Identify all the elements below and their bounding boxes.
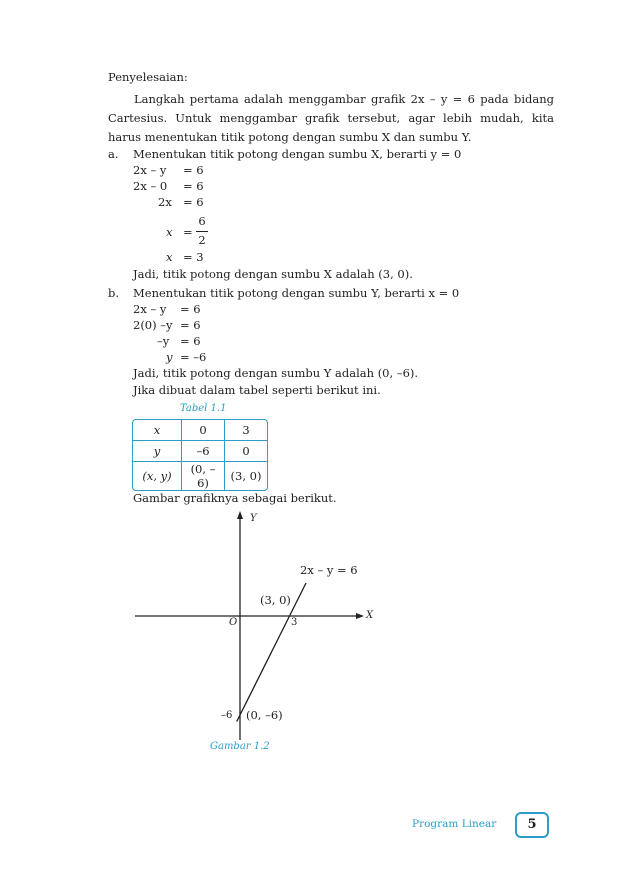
y-intercept-tick-label: –6 <box>221 710 233 721</box>
part-b-conclusion: Jadi, titik potong dengan sumbu Y adalah (0, –6). <box>133 366 419 380</box>
origin-label: O <box>229 617 238 628</box>
part-b-step-3-lhs: –y <box>157 334 170 348</box>
fraction-denominator: 2 <box>198 233 206 247</box>
part-a-step-1-rhs: = 6 <box>183 163 204 177</box>
figure-caption: Gambar 1.2 <box>210 741 270 752</box>
x-intercept-tick-label: 3 <box>291 617 298 628</box>
table-cell: (3, 0) <box>230 469 262 483</box>
part-b-step-4-lhs: y <box>166 350 173 364</box>
page-number: 5 <box>515 812 549 838</box>
chapter-title: Program Linear <box>412 818 497 830</box>
fraction-lhs: x <box>166 225 173 239</box>
fraction-equals: = <box>183 225 193 239</box>
part-a-result-lhs: x <box>166 250 173 264</box>
part-b-marker: b. <box>108 286 120 300</box>
part-a-step-3-rhs: = 6 <box>183 195 204 209</box>
table-intro: Jika dibuat dalam tabel seperti berikut ini. <box>133 383 381 397</box>
part-a-marker: a. <box>108 147 119 161</box>
part-a-conclusion: Jadi, titik potong dengan sumbu X adalah (3, 0). <box>133 267 413 281</box>
table-header-cell: y <box>133 441 182 462</box>
table-caption: Tabel 1.1 <box>180 403 227 414</box>
table-cell: 0 <box>182 420 225 441</box>
intro-line-1: Langkah pertama adalah menggambar grafik 2x – y = 6 pada bidang <box>134 92 554 106</box>
intro-line-3: harus menentukan titik potong dengan sumbu X dan sumbu Y. <box>108 130 472 144</box>
part-a-title: Menentukan titik potong dengan sumbu X, berarti y = 0 <box>133 147 462 161</box>
part-a-step-2-lhs: 2x – 0 <box>133 179 168 193</box>
graph-intro: Gambar grafiknya sebagai berikut. <box>133 491 337 505</box>
table-cell: 3 <box>225 420 267 441</box>
x-axis-label: X <box>366 610 374 621</box>
part-a-result-rhs: = 3 <box>183 250 204 264</box>
part-b-step-4-rhs: = –6 <box>180 350 207 364</box>
y-axis-label: Y <box>250 513 257 524</box>
x-intercept-point-label: (3, 0) <box>260 593 291 607</box>
part-b-step-1-lhs: 2x – y <box>133 302 167 316</box>
part-b-step-3-rhs: = 6 <box>180 334 201 348</box>
part-b-step-2-rhs: = 6 <box>180 318 201 332</box>
table-cell: (0, –6) <box>182 462 225 490</box>
solution-heading: Penyelesaian: <box>108 70 188 84</box>
part-a-step-2-rhs: = 6 <box>183 179 204 193</box>
table-cell: –6 <box>182 441 225 462</box>
fraction-numerator: 6 <box>198 214 206 228</box>
intro-line-2: Cartesius. Untuk menggambar grafik tersebut, agar lebih mudah, kita <box>108 111 554 125</box>
table-header-cell: x <box>133 420 182 441</box>
part-b-step-2-lhs: 2(0) –y <box>133 318 173 332</box>
part-a-step-1-lhs: 2x – y <box>133 163 167 177</box>
table-header-cell: (x, y) <box>133 462 182 490</box>
part-b-step-1-rhs: = 6 <box>180 302 201 316</box>
part-b-title: Menentukan titik potong dengan sumbu Y, berarti x = 0 <box>133 286 460 300</box>
y-intercept-point-label: (0, –6) <box>246 708 283 722</box>
line-equation-label: 2x – y = 6 <box>300 563 358 577</box>
table-cell: 0 <box>225 441 267 462</box>
part-a-step-3-lhs: 2x <box>158 195 172 209</box>
